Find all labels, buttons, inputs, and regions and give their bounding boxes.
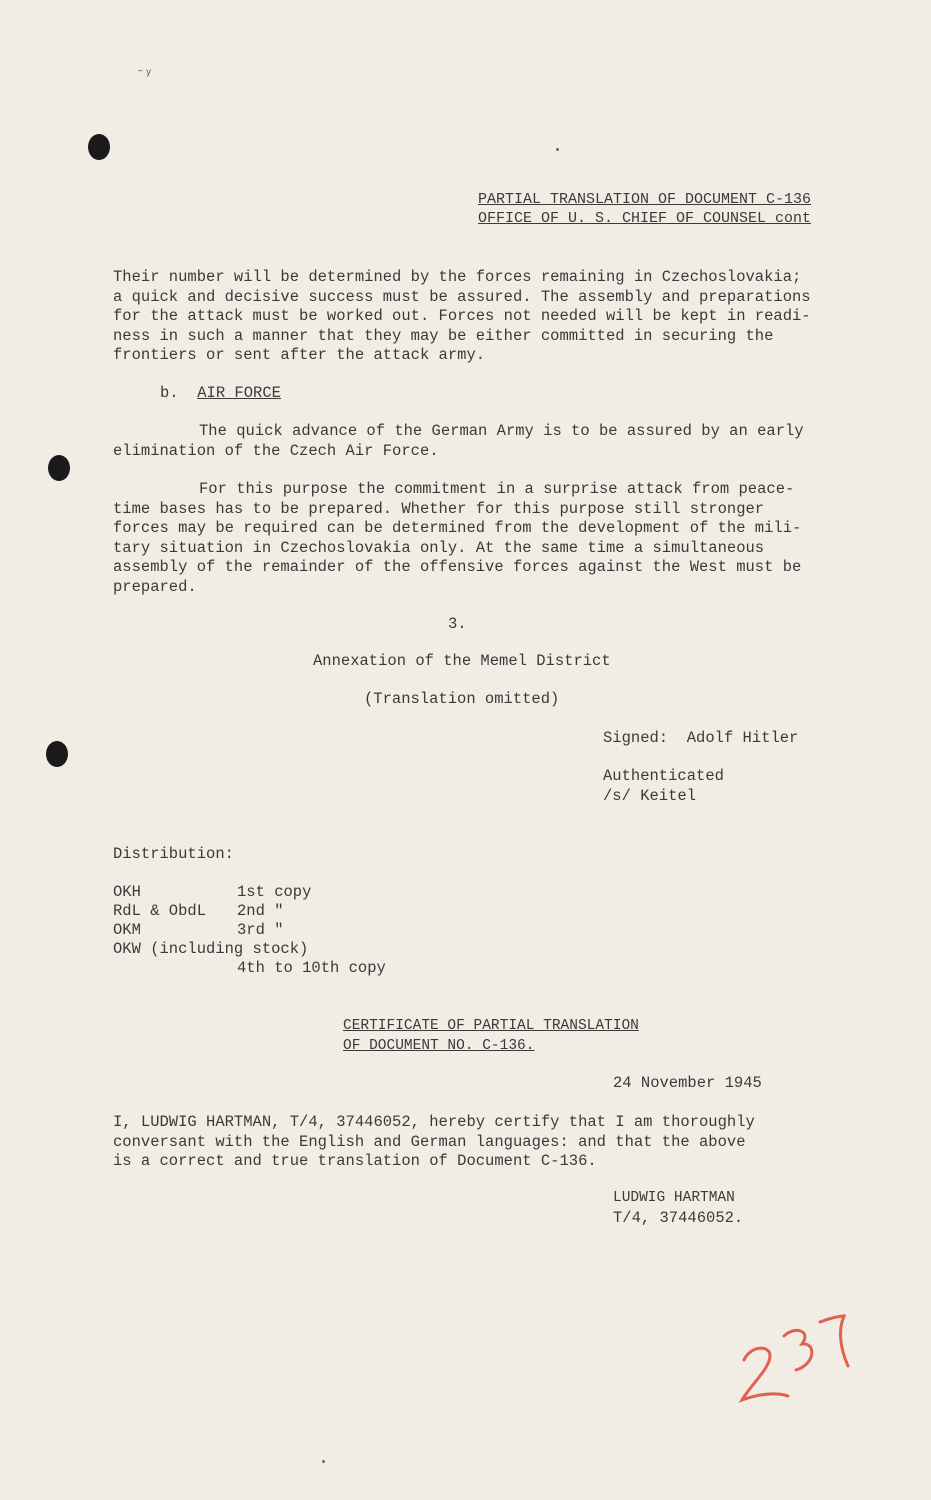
section-3-note: (Translation omitted) bbox=[364, 690, 560, 708]
distribution-recipient bbox=[113, 959, 237, 978]
distribution-recipient: OKW (including stock) bbox=[113, 940, 309, 958]
paragraph-line: elimination of the Czech Air Force. bbox=[113, 441, 439, 460]
distribution-row bbox=[113, 902, 386, 921]
distribution-recipient: OKH bbox=[113, 883, 141, 901]
paragraph-line: a quick and decisive success must be assured. The assembly and preparations bbox=[113, 287, 811, 306]
paragraph-line: Their number will be determined by the forces remaining in Czechoslovakia; bbox=[113, 268, 802, 286]
distribution-row bbox=[113, 959, 386, 978]
distribution-row bbox=[113, 940, 386, 959]
certificate-signer-name: LUDWIG HARTMAN bbox=[613, 1190, 735, 1206]
distribution-copy: 1st copy bbox=[237, 883, 312, 901]
distribution-copy: 4th to 10th copy bbox=[237, 959, 386, 977]
distribution-row bbox=[113, 921, 386, 940]
paragraph-line: assembly of the remainder of the offensive forces against the West must be bbox=[113, 558, 802, 576]
intro-paragraph bbox=[113, 268, 853, 366]
paragraph-line: is a correct and true translation of Document C-136. bbox=[113, 1152, 597, 1170]
air-force-paragraph-2 bbox=[113, 480, 853, 597]
header-line-2: OFFICE OF U. S. CHIEF OF COUNSEL cont bbox=[478, 210, 812, 227]
signed-name: Adolf Hitler bbox=[686, 729, 799, 747]
signed-line bbox=[603, 729, 798, 749]
distribution-table bbox=[113, 883, 386, 978]
paragraph-line: prepared. bbox=[113, 577, 197, 596]
paragraph-line: time bases has to be prepared. Whether for this purpose still stronger bbox=[113, 499, 765, 518]
certificate-title-2: OF DOCUMENT NO. C-136. bbox=[343, 1038, 535, 1054]
paragraph-line: frontiers or sent after the attack army. bbox=[113, 346, 486, 364]
certificate-signer-id: T/4, 37446052. bbox=[613, 1209, 744, 1227]
section-title: AIR FORCE bbox=[197, 384, 281, 402]
section-3-title: Annexation of the Memel District bbox=[313, 652, 611, 670]
paragraph-line: I, LUDWIG HARTMAN, T/4, 37446052, hereby certify that I am thoroughly bbox=[113, 1113, 755, 1131]
distribution-recipient: RdL & ObdL bbox=[113, 902, 207, 920]
paragraph-line: The quick advance of the German Army is to be assured by an early bbox=[199, 422, 804, 440]
distribution-row bbox=[113, 883, 386, 902]
paragraph-line: forces may be required can be determined from the development of the mili- bbox=[113, 519, 802, 537]
section-marker: b. bbox=[160, 384, 179, 402]
stray-mark: ⁻ʸ bbox=[136, 67, 153, 83]
distribution-label: Distribution: bbox=[113, 845, 234, 863]
paragraph-line: for the attack must be worked out. Forces not needed will be kept in readi- bbox=[113, 307, 811, 325]
certificate-body bbox=[113, 1113, 853, 1172]
header-line-1: PARTIAL TRANSLATION OF DOCUMENT C-136 bbox=[478, 191, 812, 208]
punch-hole bbox=[48, 455, 70, 481]
air-force-paragraph-1 bbox=[113, 422, 853, 461]
document-header bbox=[478, 190, 811, 228]
distribution-copy: 2nd " bbox=[237, 902, 284, 920]
distribution-copy: 3rd " bbox=[237, 921, 284, 939]
authenticated-label: Authenticated bbox=[603, 767, 724, 785]
paragraph-line: conversant with the English and German languages: and that the above bbox=[113, 1132, 746, 1151]
stray-dot bbox=[556, 148, 559, 151]
stray-dot bbox=[322, 1460, 325, 1463]
distribution-recipient: OKM bbox=[113, 921, 141, 939]
paragraph-line: For this purpose the commitment in a surprise attack from peace- bbox=[199, 480, 795, 498]
paragraph-line: ness in such a manner that they may be either committed in securing the bbox=[113, 326, 774, 345]
certificate-date: 24 November 1945 bbox=[613, 1074, 762, 1092]
section-3-number: 3. bbox=[448, 615, 467, 633]
handwritten-page-number bbox=[736, 1308, 856, 1408]
section-b-heading bbox=[160, 384, 281, 404]
punch-hole bbox=[46, 741, 68, 767]
certificate-title-1: CERTIFICATE OF PARTIAL TRANSLATION bbox=[343, 1018, 639, 1034]
signed-label: Signed: bbox=[603, 729, 669, 747]
authenticated-by: /s/ Keitel bbox=[603, 787, 697, 805]
punch-hole bbox=[88, 134, 110, 160]
paragraph-line: tary situation in Czechoslovakia only. At the same time a simultaneous bbox=[113, 538, 765, 557]
